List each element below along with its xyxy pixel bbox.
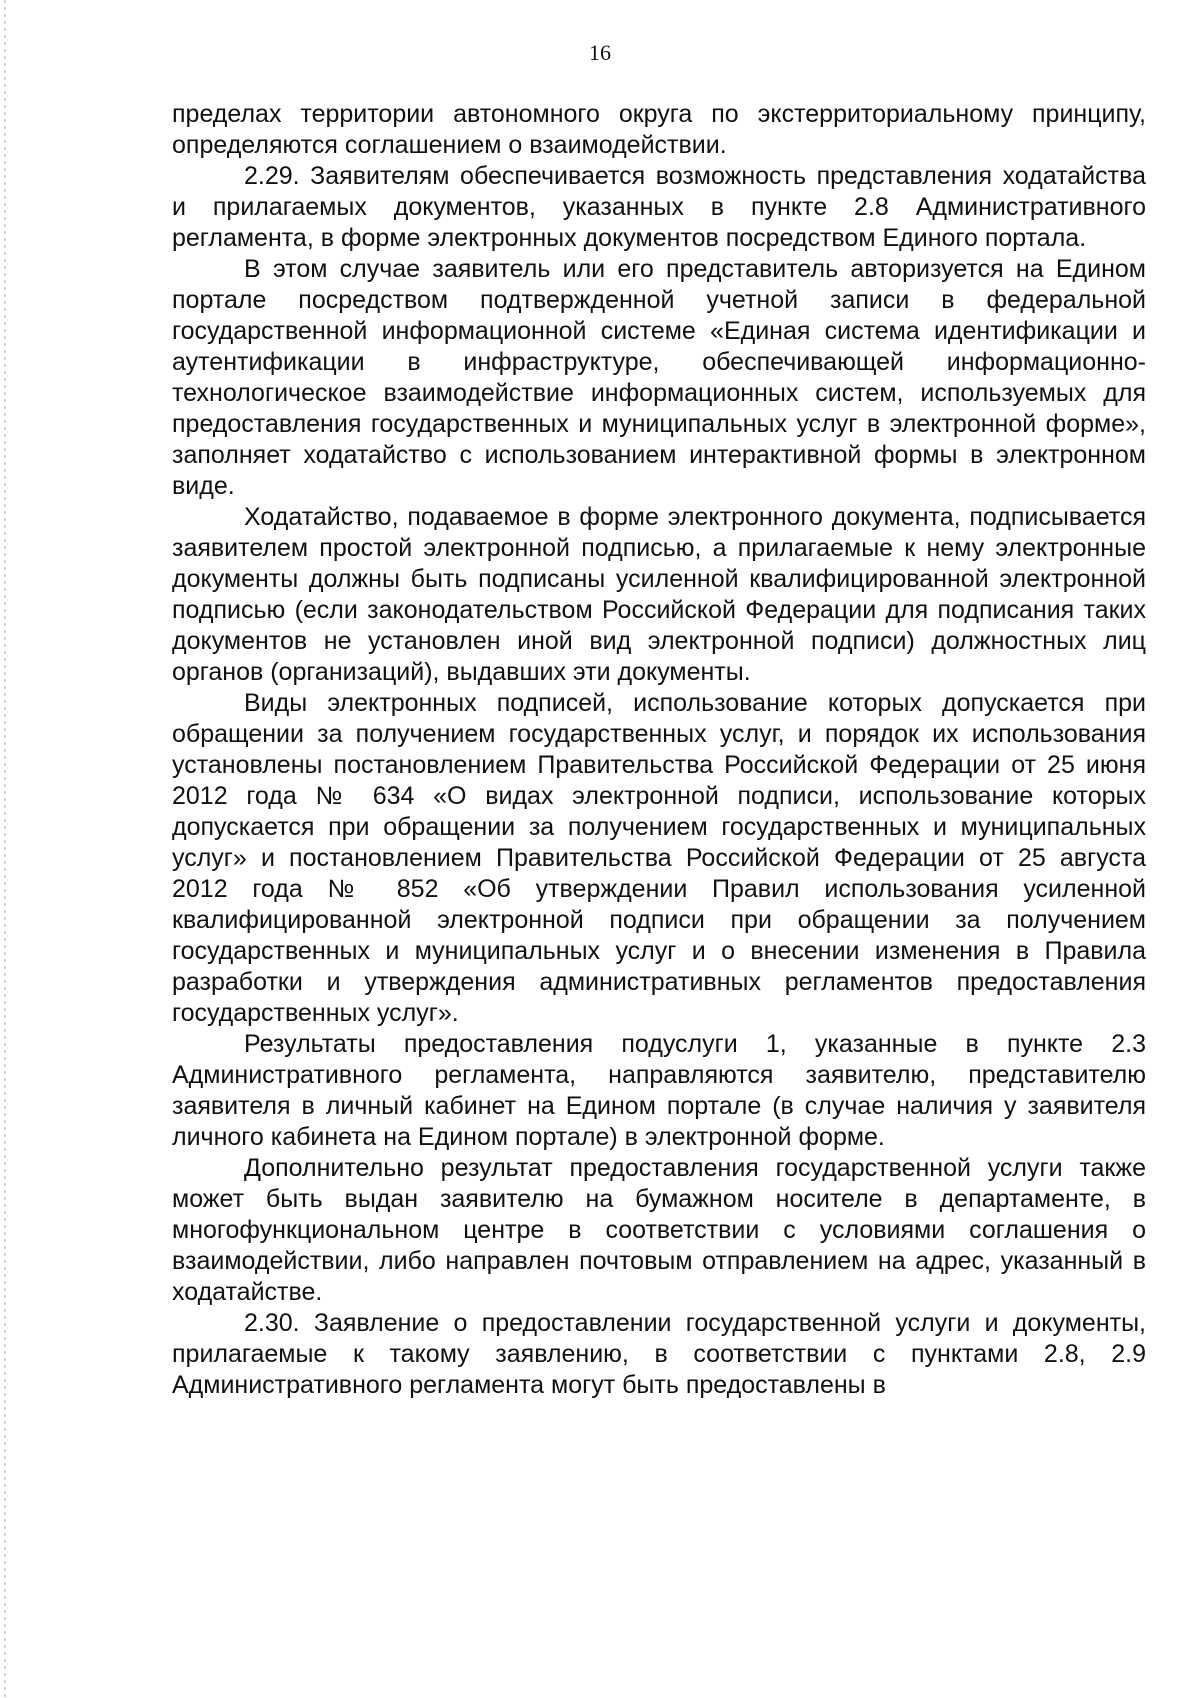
paragraph-2-29: 2.29. Заявителям обеспечивается возможность представления ходатайства и прилагаемых документов, указанных в пункте 2.8 Административного регламента, в форме электронных документов посредством Единого портала.: [172, 162, 1146, 252]
paragraph-results: Результаты предоставления подуслуги 1, указанные в пункте 2.3 Административного регламента, направляются заявителю, представителю заявителя в личный кабинет на Едином портале (в случае наличия у заявителя личного кабинета на Едином портале) в электронной форме.: [172, 1030, 1146, 1151]
paragraph-signature-types: Виды электронных подписей, использование которых допускается при обращении за получением государственных услуг, и порядок их использования установлены постановлением Правительства Российской Федерации от 25 июня 2012 года № 634 «О видах электронной подписи, использование которых допускается при обращении за получением государственных и муниципальных услуг» и постановлением Правительства Российской Федерации от 25 августа 2012 года № 852 «Об утверждении Правил использования усиленной квалифицированной электронной подписи при обращении за получением государственных и муниципальных услуг и о внесении изменения в Правила разработки и утверждения административных регламентов предоставления государственных услуг».: [172, 689, 1146, 1027]
paragraph-2-30: 2.30. Заявление о предоставлении государственной услуги и документы, прилагаемые к такому заявлению, в соответствии с пунктами 2.8, 2.9 Административного регламента могут быть предоставлены в: [172, 1309, 1146, 1399]
page-number: 16: [589, 40, 611, 65]
paragraph-paper-result: Дополнительно результат предоставления государственной услуги также может быть выдан заявителю на бумажном носителе в департаменте, в многофункциональном центре в соответствии с условиями соглашения о взаимодействии, либо направлен почтовым отправлением на адрес, указанный в ходатайстве.: [172, 1154, 1146, 1306]
scan-edge: [4, 0, 6, 1698]
document-body: [172, 99, 1146, 1401]
paragraph-continuation: пределах территории автономного округа по экстерриториальному принципу, определяются соглашением о взаимодействии.: [172, 100, 1146, 159]
paragraph-signature: Ходатайство, подаваемое в форме электронного документа, подписывается заявителем простой электронной подписью, а прилагаемые к нему электронные документы должны быть подписаны усиленной квалифицированной электронной подписью (если законодательством Российской Федерации для подписания таких документов не установлен иной вид электронной подписи) должностных лиц органов (организаций), выдавших эти документы.: [172, 503, 1146, 686]
paragraph-authorization: В этом случае заявитель или его представитель авторизуется на Едином портале посредством подтвержденной учетной записи в федеральной государственной информационной системе «Единая система идентификации и аутентификации в инфраструктуре, обеспечивающей информационно-технологическое взаимодействие информационных систем, используемых для предоставления государственных и муниципальных услуг в электронной форме», заполняет ходатайство с использованием интерактивной формы в электронном виде.: [172, 255, 1146, 500]
